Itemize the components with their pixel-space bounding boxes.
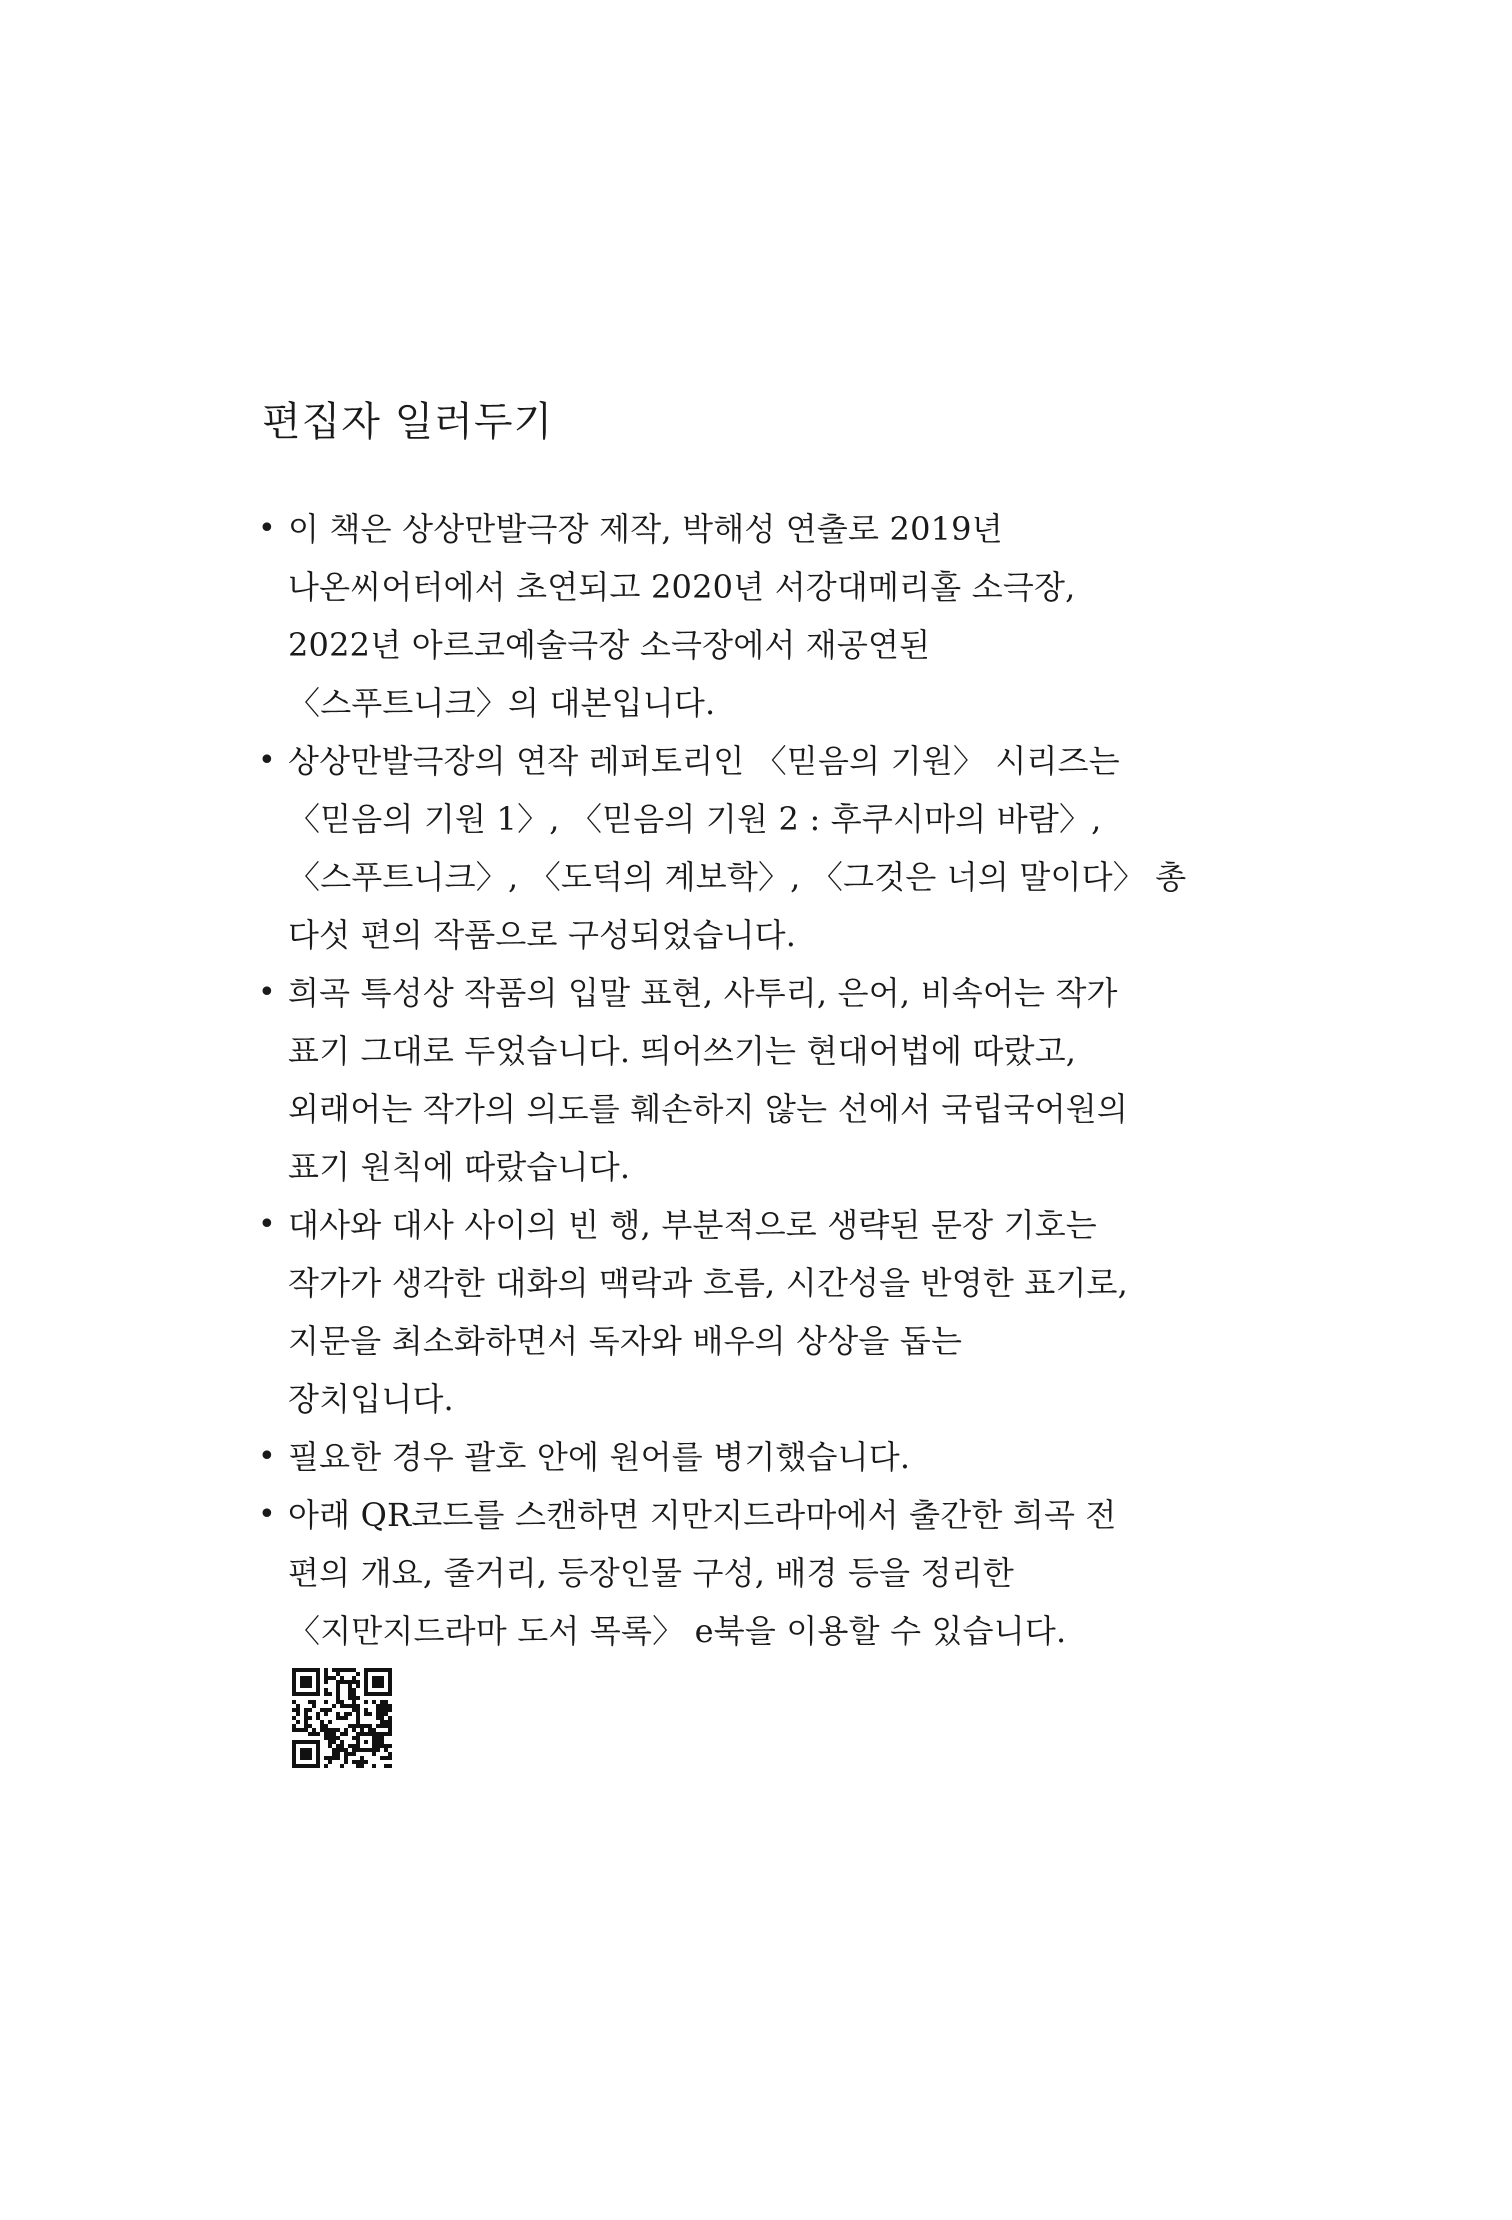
bullet-icon: • — [258, 1439, 276, 1474]
note-item — [258, 964, 1218, 1196]
note-item — [258, 1428, 1218, 1486]
note-line: 대사와 대사 사이의 빈 행, 부분적으로 생략된 문장 기호는 — [288, 1206, 1097, 1244]
note-line: 〈스푸트니크〉의 대본입니다. — [288, 684, 716, 722]
note-item — [258, 1196, 1218, 1428]
note-line: 외래어는 작가의 의도를 훼손하지 않는 선에서 국립국어원의 — [288, 1090, 1129, 1128]
bullet-icon: • — [258, 1207, 276, 1242]
note-line: 표기 원칙에 따랐습니다. — [288, 1148, 631, 1186]
bullet-icon: • — [258, 1497, 276, 1532]
note-line: 〈지만지드라마 도서 목록〉 e북을 이용할 수 있습니다. — [288, 1612, 1067, 1650]
page-title: 편집자 일러두기 — [262, 399, 554, 445]
note-line: 나온씨어터에서 초연되고 2020년 서강대메리홀 소극장, — [288, 568, 1076, 606]
note-line: 아래 QR코드를 스캔하면 지만지드라마에서 출간한 희곡 전 — [288, 1496, 1117, 1534]
note-line: 상상만발극장의 연작 레퍼토리인 〈믿음의 기원〉 시리즈는 — [288, 742, 1120, 780]
editor-notes-list — [258, 500, 1218, 1660]
note-line: 지문을 최소화하면서 독자와 배우의 상상을 돕는 — [288, 1322, 963, 1360]
note-line: 필요한 경우 괄호 안에 원어를 병기했습니다. — [288, 1438, 911, 1476]
note-item — [258, 1486, 1218, 1660]
note-line: 〈스푸트니크〉, 〈도덕의 계보학〉, 〈그것은 너의 말이다〉 총 — [288, 858, 1187, 896]
note-line: 〈믿음의 기원 1〉, 〈믿음의 기원 2 : 후쿠시마의 바람〉, — [288, 800, 1102, 838]
bullet-icon: • — [258, 743, 276, 778]
bullet-icon: • — [258, 511, 276, 546]
note-line: 편의 개요, 줄거리, 등장인물 구성, 배경 등을 정리한 — [288, 1554, 1014, 1592]
note-item — [258, 500, 1218, 732]
note-line: 다섯 편의 작품으로 구성되었습니다. — [288, 916, 797, 954]
note-line: 장치입니다. — [288, 1380, 454, 1418]
note-line: 작가가 생각한 대화의 맥락과 흐름, 시간성을 반영한 표기로, — [288, 1264, 1129, 1302]
note-item — [258, 732, 1218, 964]
note-line: 이 책은 상상만발극장 제작, 박해성 연출로 2019년 — [288, 510, 1003, 548]
bullet-icon: • — [258, 975, 276, 1010]
note-line: 2022년 아르코예술극장 소극장에서 재공연된 — [288, 626, 931, 664]
qr-code-icon[interactable] — [292, 1668, 392, 1768]
note-line: 표기 그대로 두었습니다. 띄어쓰기는 현대어법에 따랐고, — [288, 1032, 1077, 1070]
note-line: 희곡 특성상 작품의 입말 표현, 사투리, 은어, 비속어는 작가 — [288, 974, 1118, 1012]
